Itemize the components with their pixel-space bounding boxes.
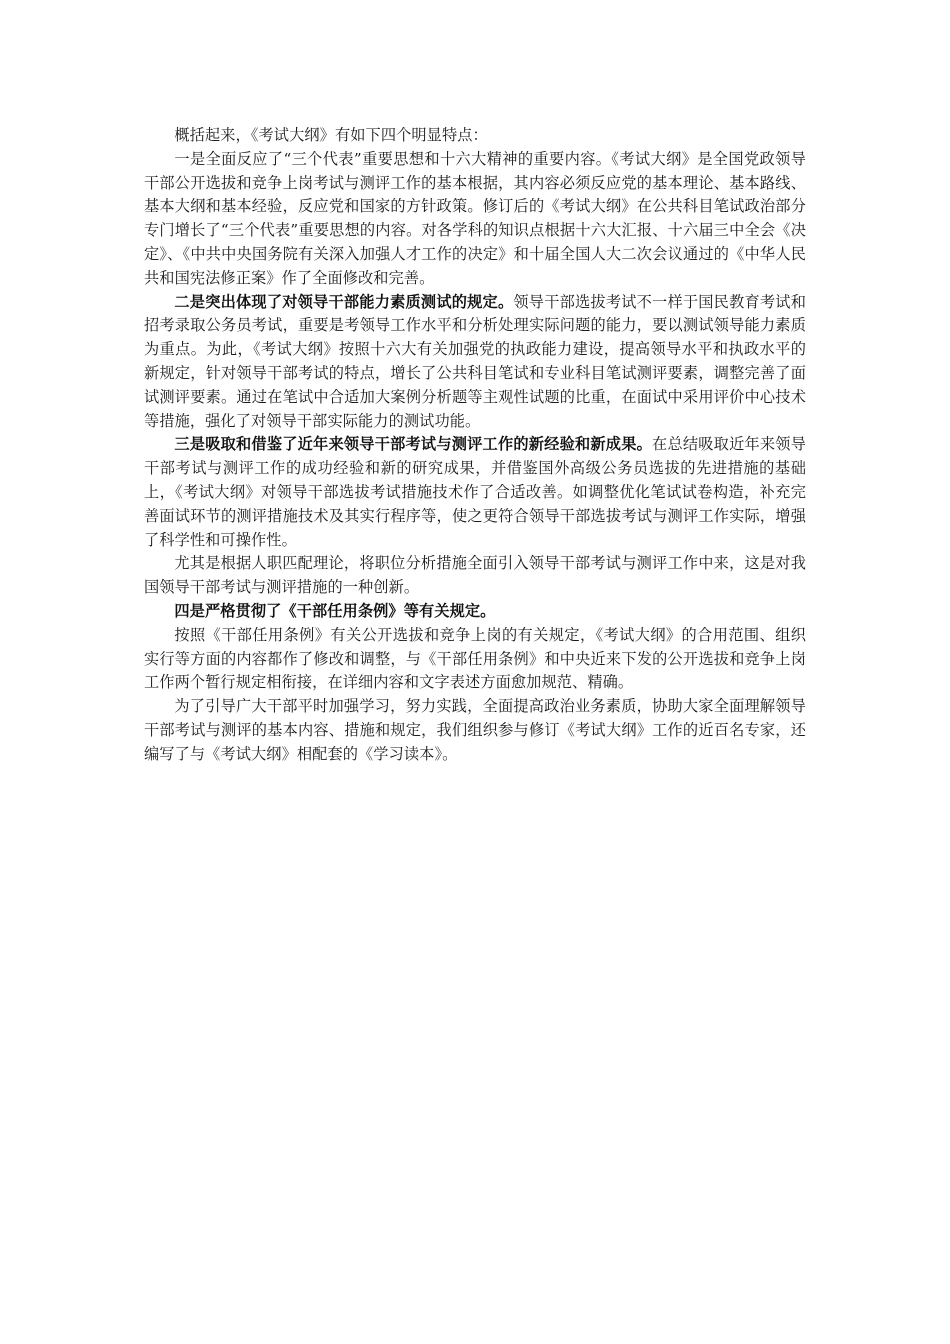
paragraph-text: 按照《干部任用条例》有关公开选拔和竞争上岗的有关规定，《考试大纲》的合用范围、组织实行等方面的内容都作了修改和调整，与《干部任用条例》和中央近来下发的公开选拔和竞争上岗工作两个暂行规定相衔接，在详细内容和文字表述方面愈加规范、精确。 bbox=[144, 625, 806, 692]
paragraph-innovation bbox=[144, 552, 806, 600]
paragraph-text: 一是全面反应了“三个代表”重要思想和十六大精神的重要内容。《考试大纲》是全国党政领导干部公开选拔和竞争上岗考试与测评工作的基本根据，其内容必须反应党的基本理论、基本路线、基本大纲和基本经验，反应党和国家的方针政策。修订后的《考试大纲》在公共科目笔试政治部分专门增长了“三个代表”重要思想的内容。对各学科的知识点根据十六大汇报、十六届三中全会《决定》、《中共中央国务院有关深入加强人才工作的决定》和十届全国人大二次会议通过的《中华人民共和国宪法修正案》作了全面修改和完善。 bbox=[144, 149, 806, 287]
paragraph-summary bbox=[144, 124, 806, 148]
paragraph-feature-four bbox=[144, 600, 806, 624]
paragraph-text: 为了引导广大干部平时加强学习，努力实践，全面提高政治业务素质，协助大家全面理解领导干部考试与测评的基本内容、措施和规定，我们组织参与修订《考试大纲》工作的近百名专家，还编写了与《考试大纲》相配套的《学习读本》。 bbox=[144, 697, 806, 763]
paragraph-feature-three bbox=[144, 433, 806, 552]
paragraph-text: 领导干部选拔考试不一样于国民教育考试和招考录取公务员考试，重要是考领导工作水平和分析处理实际问题的能力，要以测试领导能力素质为重点。为此，《考试大纲》按照十六大有关加强党的执政能力建设，提高领导水平和执政水平的新规定，针对领导干部考试的特点，增长了公共科目笔试和专业科目笔试测评要素，调整完善了面试测评要素。通过在笔试中合适加大案例分析题等主观性试题的比重，在面试中采用评价中心技术等措施，强化了对领导干部实际能力的测试功能。 bbox=[144, 292, 807, 430]
document-body bbox=[144, 124, 806, 767]
paragraph-feature-two bbox=[144, 291, 806, 434]
paragraph-feature-one bbox=[144, 148, 806, 291]
paragraph-regulations bbox=[144, 624, 806, 695]
paragraph-lead: 四是严格贯彻了《干部任用条例》等有关规定。 bbox=[174, 601, 496, 620]
paragraph-study-reader bbox=[144, 695, 806, 766]
paragraph-lead: 三是吸取和借鉴了近年来领导干部考试与测评工作的新经验和新成果。 bbox=[174, 435, 653, 454]
paragraph-text: 在总结吸取近年来领导干部考试与测评工作的成功经验和新的研究成果，并借鉴国外高级公务员选拔的先进措施的基础上，《考试大纲》对领导干部选拔考试措施技术作了合适改善。如调整优化笔试试卷构造，补充完善面试环节的测评措施技术及其实行程序等，使之更符合领导干部选拔考试与测评工作实际，增强了科学性和可操作性。 bbox=[144, 435, 807, 549]
paragraph-text: 尤其是根据人职匹配理论，将职位分析措施全面引入领导干部考试与测评工作中来，这是对我国领导干部考试与测评措施的一种创新。 bbox=[144, 554, 806, 597]
paragraph-text: 概括起来，《考试大纲》有如下四个明显特点： bbox=[174, 126, 488, 144]
paragraph-lead: 二是突出体现了对领导干部能力素质测试的规定。 bbox=[174, 292, 514, 311]
